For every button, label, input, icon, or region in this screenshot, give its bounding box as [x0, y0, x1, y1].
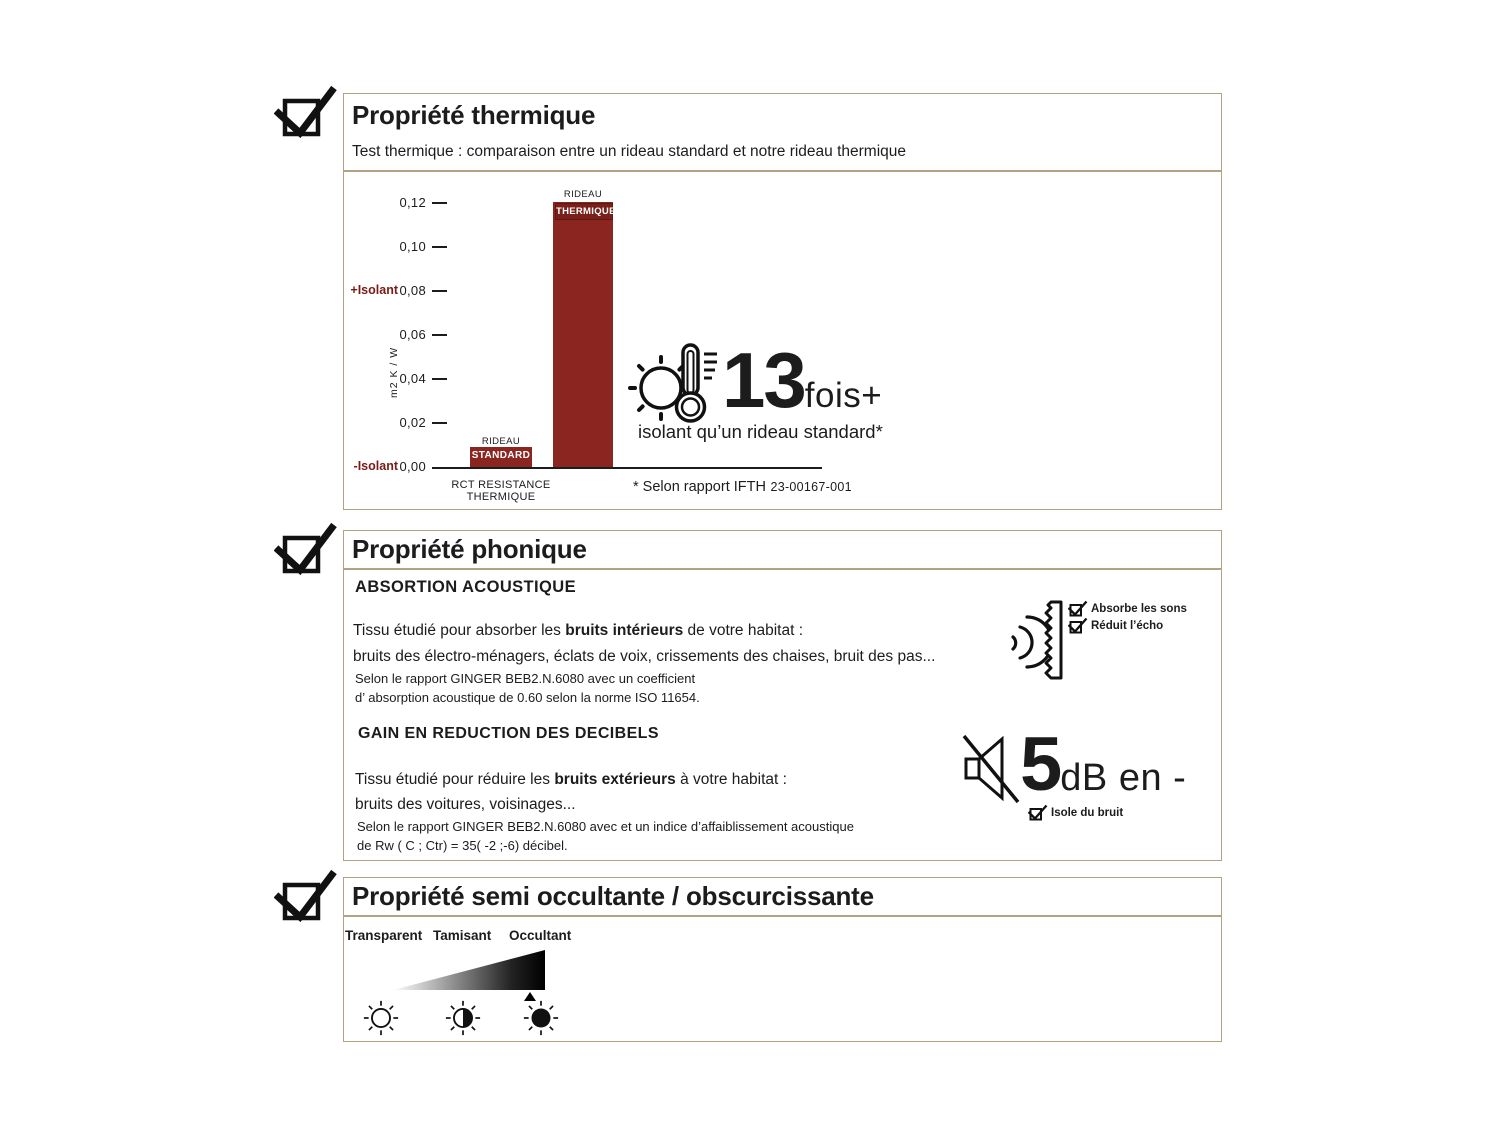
absorb-check-row-1: [1068, 600, 1187, 617]
sound-absorb-icon: [1003, 596, 1073, 684]
label-tamisant: Tamisant: [433, 928, 492, 943]
ytick-mark: [432, 378, 447, 380]
y-axis-unit-label: m2 K / W: [388, 346, 400, 398]
sun-outline-icon: [362, 999, 400, 1037]
x-axis-line: [432, 467, 822, 469]
bar-rideau-thermique: [553, 202, 613, 467]
thermal-highlight-caption: isolant qu’un rideau standard*: [638, 421, 883, 442]
reduction-paragraph-line1: [355, 771, 787, 789]
ytick-004: 0,04: [399, 371, 426, 386]
absorb-check-row-2: [1068, 617, 1163, 634]
opacity-header-divider: [344, 915, 1221, 917]
checked-checkbox-icon: [274, 868, 338, 924]
x-axis-label: RCT RESISTANCE THERMIQUE: [451, 479, 551, 503]
label-occultant: Occultant: [509, 928, 572, 943]
thermal-highlight: [722, 336, 883, 424]
ytick-mark: [432, 422, 447, 424]
small-checkbox-icon: [1028, 804, 1048, 821]
bar-standard-label: STANDARD: [471, 450, 531, 461]
ytick-002: 0,02: [399, 415, 426, 430]
ytick-mark: [432, 246, 447, 248]
opacity-section-title: Propriété semi occultante / obscurcissante: [352, 881, 874, 911]
absorb-check-label-1: Absorbe les sons: [1091, 602, 1187, 615]
small-checkbox-icon: [1068, 600, 1088, 617]
ytick-006: 0,06: [399, 327, 426, 342]
bar-standard-top-label: RIDEAU: [481, 436, 521, 447]
absorb-check-label-2: Réduit l’écho: [1091, 619, 1164, 632]
phonic-highlight: [1020, 722, 1187, 807]
reduction-report-line2: de Rw ( C ; Ctr) = 35( -2 ;-6) décibel.: [357, 838, 568, 853]
phonic-section-title: Propriété phonique: [352, 534, 587, 564]
ytick-008: 0,08: [399, 283, 426, 298]
absorption-text: de votre habitat :: [683, 622, 804, 639]
acoustic-absorption-heading: ABSORTION ACOUSTIQUE: [355, 578, 576, 596]
thermal-header-divider: [344, 170, 1221, 172]
ytick-mark: [432, 202, 447, 204]
thermal-section-subtitle: Test thermique : comparaison entre un rideau standard et notre rideau thermique: [352, 143, 907, 160]
reduction-text: à votre habitat :: [675, 771, 787, 788]
thermal-big-suffix: fois+: [804, 376, 883, 415]
thermal-section-title: Propriété thermique: [352, 100, 596, 130]
sun-half-filled-icon: [444, 999, 482, 1037]
phonic-big-number: 5: [1020, 722, 1061, 807]
absorption-report-line1: Selon le rapport GINGER BEB2.N.6080 avec un coefficient: [355, 671, 696, 686]
reduction-bold: bruits extérieurs: [554, 771, 676, 788]
absorption-paragraph-line2: bruits des électro-ménagers, éclats de voix, crissements des chaises, bruit des pas...: [353, 648, 936, 665]
footnote-text: * Selon rapport IFTH: [633, 479, 766, 495]
absorption-bold: bruits intérieurs: [565, 622, 684, 639]
thermal-big-number: 13: [722, 336, 805, 424]
sun-thermometer-icon: [628, 342, 720, 426]
label-transparent: Transparent: [345, 928, 423, 943]
phonic-big-suffix: dB en -: [1060, 757, 1187, 799]
muted-speaker-icon: [962, 730, 1024, 806]
checked-checkbox-icon: [274, 521, 338, 577]
reduction-report-line1: Selon le rapport GINGER BEB2.N.6080 avec et un indice d’affaiblissement acoustique: [357, 819, 854, 834]
ytick-mark: [432, 290, 447, 292]
absorption-report-line2: d’ absorption acoustique de 0.60 selon la norme ISO 11654.: [355, 690, 700, 705]
bar-thermique-label: THERMIQUE: [555, 203, 613, 220]
ytick-010: 0,10: [399, 239, 426, 254]
absorption-text: Tissu étudié pour absorber les: [353, 622, 566, 639]
ytick-mark: [432, 334, 447, 336]
small-checkbox-icon: [1068, 617, 1088, 634]
ytick-012: 0,12: [399, 195, 426, 210]
decibel-reduction-heading: GAIN EN REDUCTION DES DECIBELS: [358, 725, 659, 742]
checked-checkbox-icon: [274, 84, 338, 140]
thermal-footnote: [633, 478, 852, 496]
reduction-paragraph-line2: bruits des voitures, voisinages...: [355, 796, 576, 813]
footnote-ref: 23-00167-001: [770, 480, 852, 494]
bar-thermique-top-label: RIDEAU: [563, 189, 603, 200]
mute-check-row: [1028, 804, 1123, 821]
reduction-text: Tissu étudié pour réduire les: [355, 771, 555, 788]
absorption-paragraph-line1: [353, 622, 803, 640]
minus-isolant-label: -Isolant: [353, 459, 398, 473]
sun-filled-icon: [522, 999, 560, 1037]
ytick-000: 0,00: [399, 459, 426, 474]
plus-isolant-label: +Isolant: [350, 283, 398, 297]
mute-check-label: Isole du bruit: [1051, 806, 1124, 819]
phonic-header-divider: [344, 568, 1221, 570]
